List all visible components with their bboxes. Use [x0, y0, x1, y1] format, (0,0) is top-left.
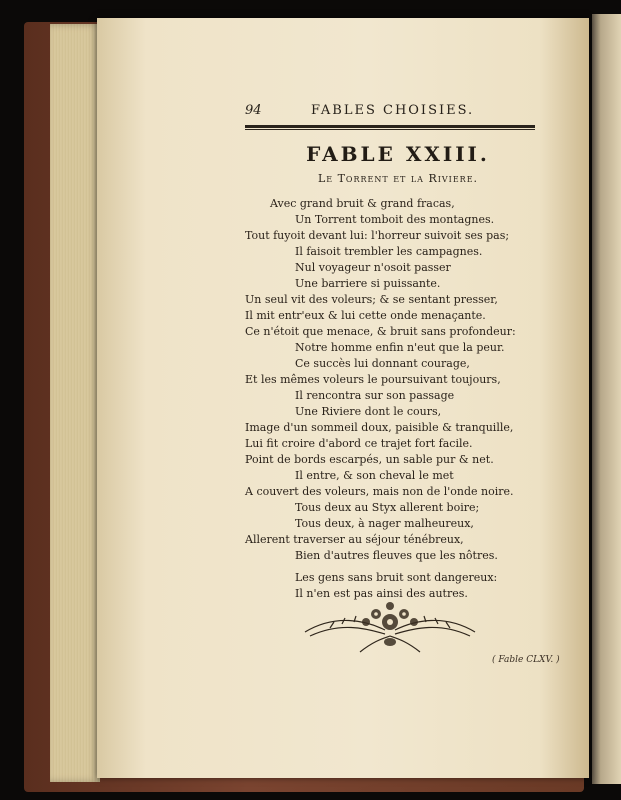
poem-line: Il mit entr'eux & lui cette onde menaçante.: [245, 309, 486, 322]
poem-line: Allerent traverser au séjour ténébreux,: [245, 533, 464, 546]
poem-line: Image d'un sommeil doux, paisible & tranquille,: [245, 421, 514, 434]
facing-page: [592, 14, 621, 784]
poem-line: Une barriere si puissante.: [295, 277, 441, 290]
poem-line: Un Torrent tomboit des montagnes.: [295, 213, 495, 226]
poem-line: Avec grand bruit & grand fracas,: [270, 197, 455, 210]
footnote-reference: ( Fable CLXV. ): [492, 655, 560, 665]
running-title: FABLES CHOISIES.: [311, 103, 475, 118]
poem-line: Un seul vit des voleurs; & se sentant presser,: [245, 293, 498, 306]
poem-line: Il faisoit trembler les campagnes.: [295, 245, 483, 258]
poem-line: Lui fit croire d'abord ce trajet fort facile.: [245, 437, 473, 450]
poem-line: Nul voyageur n'osoit passer: [295, 261, 451, 274]
page-edges: [50, 24, 100, 782]
header-rule: [245, 125, 535, 130]
poem-line: Il n'en est pas ainsi des autres.: [295, 587, 468, 600]
poem-line: Et les mêmes voleurs le poursuivant toujours,: [245, 373, 501, 386]
floral-ornament-icon: [300, 592, 480, 662]
poem-line: Point de bords escarpés, un sable pur & net.: [245, 453, 494, 466]
poem-line: Les gens sans bruit sont dangereux:: [295, 571, 498, 584]
poem-line: Notre homme enfin n'eut que la peur.: [295, 341, 505, 354]
poem-line: Tous deux au Styx allerent boire;: [295, 501, 480, 514]
page-header: [245, 101, 545, 125]
poem-line: Il entre, & son cheval le met: [295, 469, 454, 482]
poem-line: Ce n'étoit que menace, & bruit sans profondeur:: [245, 325, 516, 338]
fable-title: FABLE XXIII.: [306, 142, 490, 166]
poem-line: Tout fuyoit devant lui: l'horreur suivoit ses pas;: [245, 229, 510, 242]
poem-line: Il rencontra sur son passage: [295, 389, 455, 402]
poem-line: Tous deux, à nager malheureux,: [295, 517, 474, 530]
poem-line: Ce succès lui donnant courage,: [295, 357, 470, 370]
fable-subtitle: Le Torrent et la Riviere.: [317, 172, 479, 185]
poem-line: A couvert des voleurs, mais non de l'onde noire.: [245, 485, 514, 498]
page-number: 94: [245, 103, 262, 118]
poem-line: Une Riviere dont le cours,: [295, 405, 442, 418]
poem-line: Bien d'autres fleuves que les nôtres.: [295, 549, 498, 562]
